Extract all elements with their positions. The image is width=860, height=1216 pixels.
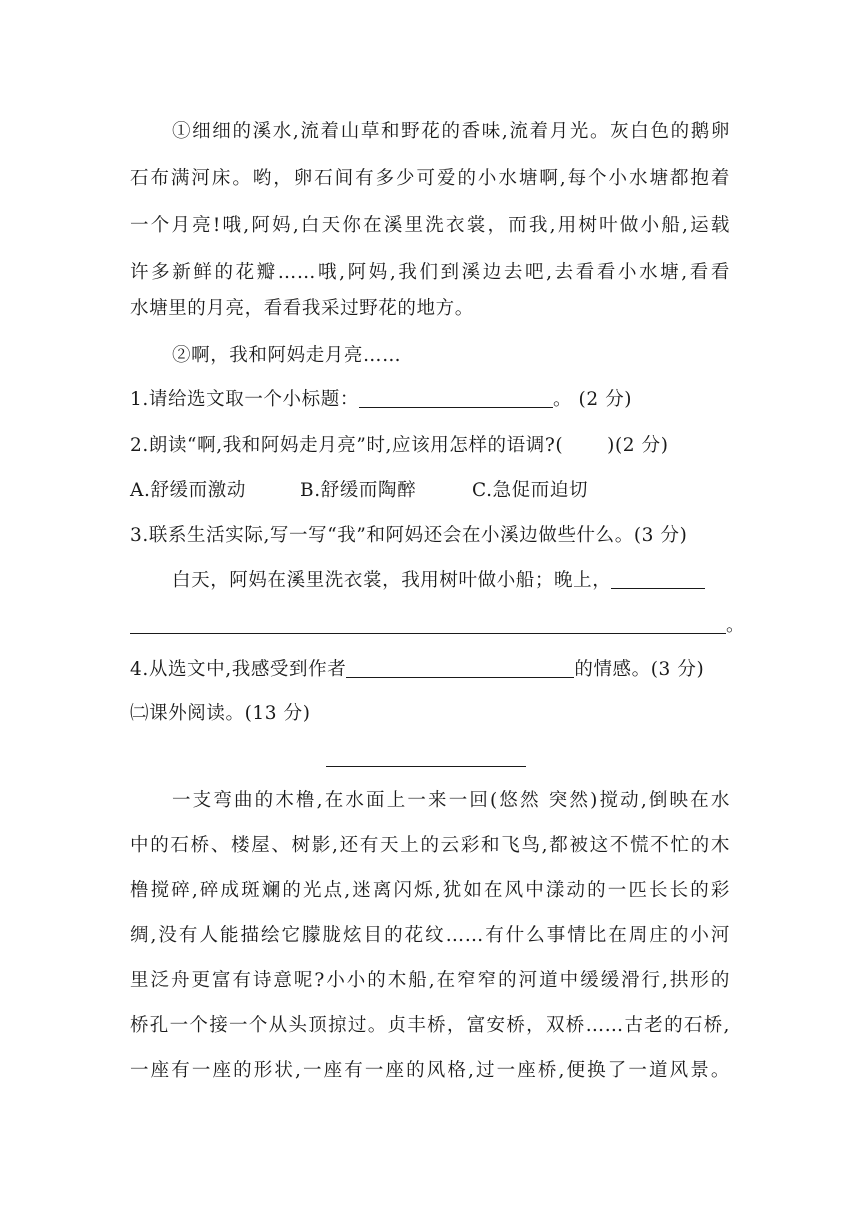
passage2-line-1: 一支弯曲的木橹,在水面上一来一回(悠然 突然)搅动,倒映在水 [172, 790, 730, 811]
option-c: C.急促而迫切 [472, 480, 589, 501]
option-b: B.舒缓而陶醉 [300, 480, 417, 501]
question-3-answer-blank-1[interactable] [611, 570, 705, 589]
question-3: 3.联系生活实际,写一写“我”和阿妈还会在小溪边做些什么。(3 分) [130, 525, 688, 546]
question-2-options [130, 477, 730, 505]
passage1-line-6: ②啊，我和阿妈走月亮…… [172, 345, 402, 366]
passage1-line-5: 水塘里的月亮，看看我采过野花的地方。 [130, 298, 474, 319]
question-1-text: 1.请给选文取一个小标题： [130, 389, 359, 410]
question-2-suffix: )(2 分) [607, 435, 669, 456]
question-1-suffix: 。 (2 分) [552, 389, 633, 410]
passage2-line-5: 里泛舟更富有诗意呢?小小的木船,在窄窄的河道中缓缓滑行,拱形的 [130, 970, 730, 991]
passage2-line-2: 中的石桥、楼屋、树影,还有天上的云彩和飞鸟,都被这不慌不忙的木 [130, 835, 730, 856]
section-2-heading: ㈡课外阅读。(13 分) [130, 703, 311, 724]
question-3-prompt-text: 白天，阿妈在溪里洗衣裳，我用树叶做小船；晚上， [172, 570, 612, 591]
question-4-suffix: 的情感。(3 分) [574, 659, 705, 680]
passage2-line-7: 一座有一座的形状,一座有一座的风格,过一座桥,便换了一道风景。 [130, 1060, 730, 1081]
question-2-text: 2.朗读“啊,我和阿妈走月亮”时,应该用怎样的语调?( [130, 435, 564, 456]
question-3-prompt [172, 567, 730, 595]
question-3-suffix: 。 [726, 615, 746, 636]
question-2 [130, 432, 730, 460]
option-a: A.舒缓而激动 [130, 480, 246, 501]
passage2-line-3: 橹搅碎,碎成斑斓的光点,迷离闪烁,犹如在风中漾动的一匹长长的彩 [130, 880, 730, 901]
passage2-line-6: 桥孔一个接一个从头顶掠过。贞丰桥，富安桥，双桥……古老的石桥, [130, 1015, 730, 1036]
question-4-text: 4.从选文中,我感受到作者 [130, 659, 347, 680]
question-3-line-2 [130, 612, 750, 640]
question-3-answer-blank-2[interactable] [130, 615, 726, 634]
question-4-answer-blank[interactable] [346, 659, 574, 678]
passage1-line-1: ①细细的溪水,流着山草和野花的香味,流着月光。灰白色的鹅卵 [172, 121, 730, 142]
question-4 [130, 656, 730, 684]
passage2-title-blank[interactable] [326, 766, 526, 767]
question-1 [130, 386, 730, 414]
passage1-line-2: 石布满河床。哟，卵石间有多少可爱的小水塘啊,每个小水塘都抱着 [130, 168, 730, 189]
passage1-line-4: 许多新鲜的花瓣……哦,阿妈,我们到溪边去吧,去看看小水塘,看看 [130, 262, 730, 283]
question-1-answer-blank[interactable] [359, 389, 553, 408]
passage2-line-4: 绸,没有人能描绘它朦胧炫目的花纹……有什么事情比在周庄的小河 [130, 925, 730, 946]
passage1-line-3: 一个月亮!哦,阿妈,白天你在溪里洗衣裳，而我,用树叶做小船,运载 [130, 215, 730, 236]
